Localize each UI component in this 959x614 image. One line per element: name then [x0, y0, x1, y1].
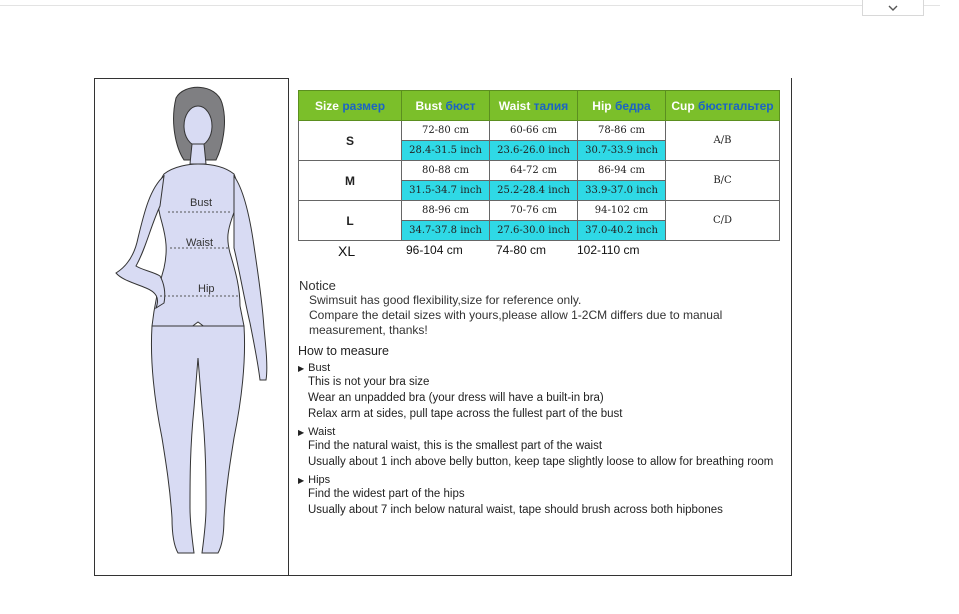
header-hip: Hip бедра [578, 91, 666, 121]
waist-bullet-label: Waist [308, 426, 336, 438]
bust-inch-cell: 34.7-37.8 inch [402, 221, 490, 241]
hip-cm-cell: 78-86 cm [578, 121, 666, 141]
bust-instruction: Relax arm at sides, pull tape across the fullest part of the bust [308, 408, 623, 420]
triangle-bullet-icon: ▶ [298, 475, 305, 485]
waist-inch-cell: 25.2-28.4 inch [490, 181, 578, 201]
body-silhouette-icon [94, 78, 289, 575]
xl-waist-value: 74-80 cm [496, 243, 547, 257]
bust-figure-label: Bust [190, 197, 213, 209]
xl-bust-value: 96-104 cm [406, 243, 463, 257]
waist-instruction: Find the natural waist, this is the smallest part of the waist [308, 440, 603, 452]
table-header-row [299, 91, 780, 121]
hip-cm-cell: 94-102 cm [578, 201, 666, 221]
hips-bullet-label: Hips [308, 474, 331, 486]
size-cell: M [299, 161, 402, 201]
waist-cm-cell: 70-76 cm [490, 201, 578, 221]
top-divider [0, 5, 940, 6]
how-to-measure-section [298, 344, 793, 518]
hips-instruction: Find the widest part of the hips [308, 488, 465, 500]
waist-instruction: Usually about 1 inch above belly button, keep tape slightly loose to allow for breathing room [308, 456, 774, 468]
triangle-bullet-icon: ▶ [298, 363, 305, 373]
bust-inch-cell: 31.5-34.7 inch [402, 181, 490, 201]
bust-instruction: This is not your bra size [308, 376, 430, 388]
header-bust: Bust бюст [402, 91, 490, 121]
bust-inch-cell: 28.4-31.5 inch [402, 141, 490, 161]
hip-figure-label: Hip [198, 283, 215, 295]
hips-instruction: Usually about 7 inch below natural waist, tape should brush across both hipbones [308, 504, 723, 516]
xl-hip-value: 102-110 cm [577, 243, 640, 257]
bust-bullet-label: Bust [308, 362, 331, 374]
triangle-bullet-icon: ▶ [298, 427, 305, 437]
bust-cm-cell: 88-96 cm [402, 201, 490, 221]
table-row [299, 161, 780, 181]
body-figure-panel [94, 78, 289, 575]
chevron-down-icon [887, 4, 899, 12]
header-waist: Waist талия [490, 91, 578, 121]
header-size: Size размер [299, 91, 402, 121]
hip-inch-cell: 37.0-40.2 inch [578, 221, 666, 241]
table-row [299, 201, 780, 221]
header-cup: Cup бюстгальтер [666, 91, 780, 121]
size-cell: L [299, 201, 402, 241]
hip-inch-cell: 33.9-37.0 inch [578, 181, 666, 201]
notice-title: Notice [299, 278, 336, 293]
xl-size-label: XL [338, 243, 356, 259]
cup-cell: B/C [666, 161, 780, 201]
hips-bullet [298, 474, 793, 486]
hip-cm-cell: 86-94 cm [578, 161, 666, 181]
waist-cm-cell: 60-66 cm [490, 121, 578, 141]
waist-inch-cell: 23.6-26.0 inch [490, 141, 578, 161]
notice-line: Compare the detail sizes with yours,please allow 1-2CM differs due to manual [309, 308, 723, 322]
hip-inch-cell: 30.7-33.9 inch [578, 141, 666, 161]
cup-cell: C/D [666, 201, 780, 241]
waist-cm-cell: 64-72 cm [490, 161, 578, 181]
how-to-title: How to measure [298, 344, 390, 358]
size-cell: S [299, 121, 402, 161]
notice-line: measurement, thanks! [309, 323, 428, 337]
waist-inch-cell: 27.6-30.0 inch [490, 221, 578, 241]
bust-instruction: Wear an unpadded bra (your dress will have a built-in bra) [308, 392, 604, 404]
cup-cell: A/B [666, 121, 780, 161]
dropdown-toggle[interactable] [862, 0, 924, 16]
table-row [299, 121, 780, 141]
waist-bullet [298, 426, 793, 438]
bust-cm-cell: 72-80 cm [402, 121, 490, 141]
size-table [298, 90, 780, 241]
bust-bullet [298, 362, 793, 374]
bust-cm-cell: 80-88 cm [402, 161, 490, 181]
notice-line: Swimsuit has good flexibility,size for reference only. [309, 293, 582, 307]
notice-section [299, 278, 789, 338]
waist-figure-label: Waist [186, 237, 214, 249]
